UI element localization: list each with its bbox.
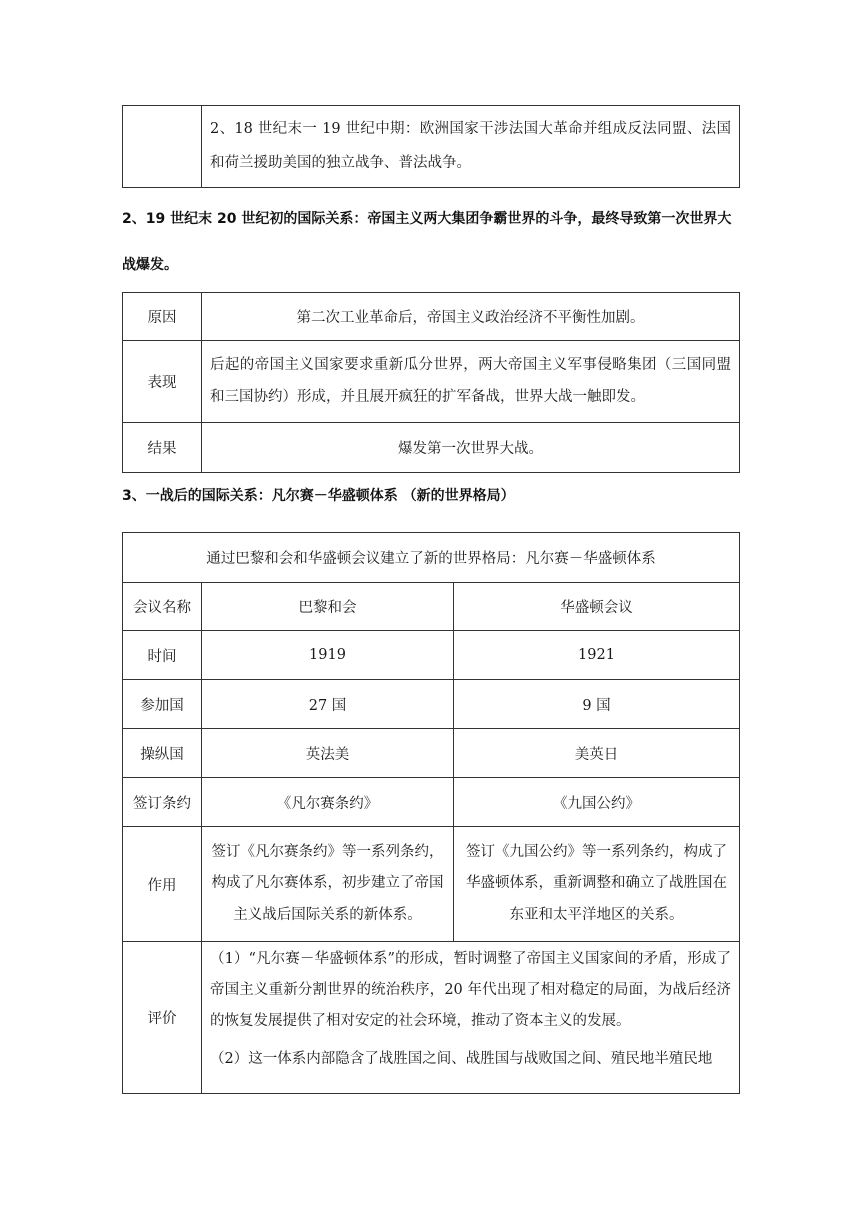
row-label: 会议名称 bbox=[123, 583, 202, 631]
table-row bbox=[123, 827, 740, 942]
table-row bbox=[123, 680, 740, 729]
section-heading-3: 3、一战后的国际关系：凡尔赛－华盛顿体系 （新的世界格局） bbox=[122, 488, 515, 504]
table-versailles-washington bbox=[122, 532, 740, 1094]
table-title: 通过巴黎和会和华盛顿会议建立了新的世界格局：凡尔赛－华盛顿体系 bbox=[123, 533, 740, 583]
table-row bbox=[123, 778, 740, 827]
table-row bbox=[123, 106, 740, 188]
table-causes bbox=[122, 292, 740, 473]
cell-washington: 9 国 bbox=[454, 680, 740, 729]
row-label: 原因 bbox=[123, 293, 202, 341]
cell-washington: 《九国公约》 bbox=[454, 778, 740, 827]
cell-paris: 《凡尔赛条约》 bbox=[202, 778, 454, 827]
row-content: 爆发第一次世界大战。 bbox=[202, 423, 740, 473]
row-label: 作用 bbox=[123, 827, 202, 942]
cell-paris: 27 国 bbox=[202, 680, 454, 729]
row-content: 第二次工业革命后，帝国主义政治经济不平衡性加剧。 bbox=[202, 293, 740, 341]
table-row bbox=[123, 583, 740, 631]
row-label: 表现 bbox=[123, 341, 202, 423]
section-heading-2: 2、19 世纪末 20 世纪初的国际关系：帝国主义两大集团争霸世界的斗争，最终导致第一次世界大战爆发。 bbox=[122, 211, 732, 273]
row-label: 时间 bbox=[123, 631, 202, 680]
row-label: 参加国 bbox=[123, 680, 202, 729]
cell-paris-effect: 签订《凡尔赛条约》等一系列条约，构成了凡尔赛体系，初步建立了帝国主义战后国际关系的新体系。 bbox=[202, 827, 454, 942]
row-content: 后起的帝国主义国家要求重新瓜分世界，两大帝国主义军事侵略集团（三国同盟和三国协约）形成，并且展开疯狂的扩军备战，世界大战一触即发。 bbox=[202, 341, 740, 423]
row-label: 结果 bbox=[123, 423, 202, 473]
table-cell-content: 2、18 世纪末一 19 世纪中期：欧洲国家干涉法国大革命并组成反法同盟、法国和荷兰援助美国的独立战争、普法战争。 bbox=[202, 106, 740, 188]
cell-washington-effect: 签订《九国公约》等一系列条约，构成了华盛顿体系，重新调整和确立了战胜国在东亚和太平洋地区的关系。 bbox=[454, 827, 740, 942]
table-row bbox=[123, 942, 740, 1094]
cell-paris: 英法美 bbox=[202, 729, 454, 778]
row-label: 评价 bbox=[123, 942, 202, 1094]
table-row bbox=[123, 341, 740, 423]
cell-washington: 美英日 bbox=[454, 729, 740, 778]
row-label: 签订条约 bbox=[123, 778, 202, 827]
table-row bbox=[123, 729, 740, 778]
evaluation-content bbox=[202, 942, 740, 1094]
cell-paris: 巴黎和会 bbox=[202, 583, 454, 631]
table-row bbox=[123, 293, 740, 341]
row-label: 操纵国 bbox=[123, 729, 202, 778]
evaluation-paragraph-1: （1）“凡尔赛－华盛顿体系”的形成，暂时调整了帝国主义国家间的矛盾，形成了帝国主义重新分割世界的统治秩序，20 年代出现了相对稳定的局面，为战后经济的恢复发展提供了相对安定的社会环境，推动了资本主义的发展。 bbox=[210, 951, 731, 1030]
table-row bbox=[123, 533, 740, 583]
table-cell-empty bbox=[123, 106, 202, 188]
evaluation-paragraph-2: （2）这一体系内部隐含了战胜国之间、战胜国与战败国之间、殖民地半殖民地 bbox=[210, 1050, 713, 1067]
table-row bbox=[123, 423, 740, 473]
cell-paris: 1919 bbox=[202, 631, 454, 680]
table-continuation bbox=[122, 105, 740, 188]
table-row bbox=[123, 631, 740, 680]
cell-washington: 华盛顿会议 bbox=[454, 583, 740, 631]
cell-washington: 1921 bbox=[454, 631, 740, 680]
